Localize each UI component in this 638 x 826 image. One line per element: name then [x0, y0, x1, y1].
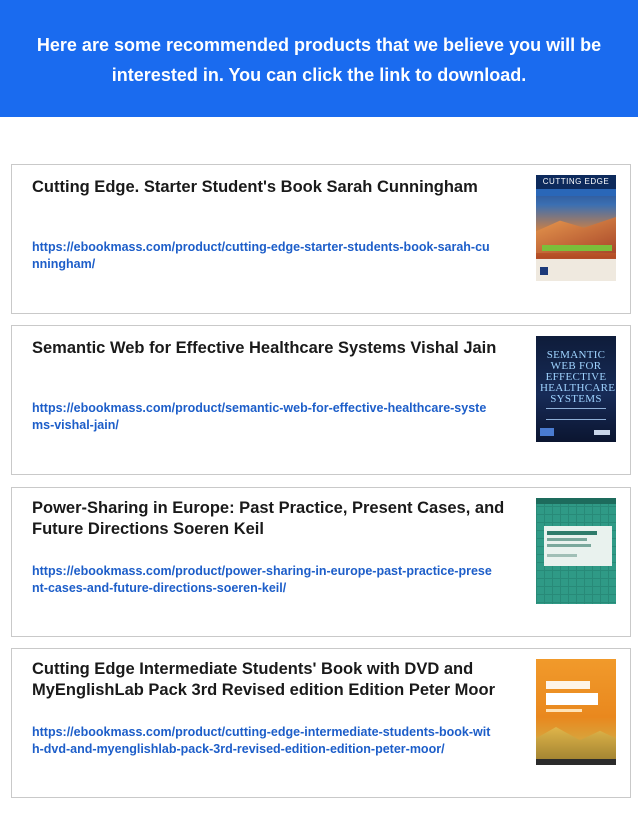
cover-subtitle-line: [547, 538, 587, 541]
wiley-logo-icon: [594, 430, 610, 435]
cover-level-band: [536, 189, 616, 196]
book-cover-image: [536, 498, 616, 604]
banner-text: Here are some recommended products that we believe you will be interested in. You can click the link to download.: [36, 34, 602, 85]
product-link[interactable]: https://ebookmass.com/product/power-sharing-in-europe-past-practice-present-cases-and-future-directions-soeren-keil/: [32, 564, 492, 595]
product-title: Cutting Edge. Starter Student's Book Sarah Cunningham: [32, 178, 478, 196]
product-link[interactable]: https://ebookmass.com/product/cutting-edge-intermediate-students-book-with-dvd-and-myenglishlab-pack-3rd-revised-edition-edition-peter-moor/: [32, 725, 491, 756]
cover-brand-large: [546, 693, 598, 705]
cover-top-band: [536, 498, 616, 504]
product-link[interactable]: https://ebookmass.com/product/cutting-edge-starter-students-book-sarah-cunningham/: [32, 240, 490, 271]
product-title: Semantic Web for Effective Healthcare Systems Vishal Jain: [32, 339, 497, 357]
product-card: [11, 325, 631, 475]
cover-subtitle-line: [547, 544, 591, 547]
product-link[interactable]: https://ebookmass.com/product/semantic-web-for-effective-healthcare-systems-vishal-jain/: [32, 401, 487, 432]
product-title: Power-Sharing in Europe: Past Practice, Present Cases, and Future Directions Soeren Keil: [32, 499, 505, 538]
product-card: [11, 648, 631, 798]
cover-subtitle-rule: [546, 408, 606, 420]
cover-edition-line: [546, 709, 582, 712]
cover-footer: [536, 259, 616, 281]
cover-footer: [536, 759, 616, 765]
cover-title-text: SEMANTIC WEB FOR EFFECTIVE HEALTHCARE SYSTEMS: [540, 349, 616, 405]
book-cover-image: [536, 336, 616, 442]
header-banner: [0, 0, 638, 117]
product-title: Cutting Edge Intermediate Students' Book with DVD and MyEnglishLab Pack 3rd Revised edition Edition Peter Moor: [32, 660, 496, 699]
book-cover-image: [536, 175, 616, 281]
cover-brand-small: [546, 681, 590, 689]
cover-title-line: [547, 531, 597, 535]
product-card: [11, 487, 631, 637]
cover-brand-text: CUTTING EDGE: [536, 175, 616, 189]
cover-author-line: [547, 554, 577, 557]
book-cover-image: [536, 659, 616, 765]
publisher-logo-icon: [540, 428, 554, 436]
publisher-logo-icon: [540, 267, 548, 275]
cover-stripe: [542, 245, 612, 251]
product-card: [11, 164, 631, 314]
